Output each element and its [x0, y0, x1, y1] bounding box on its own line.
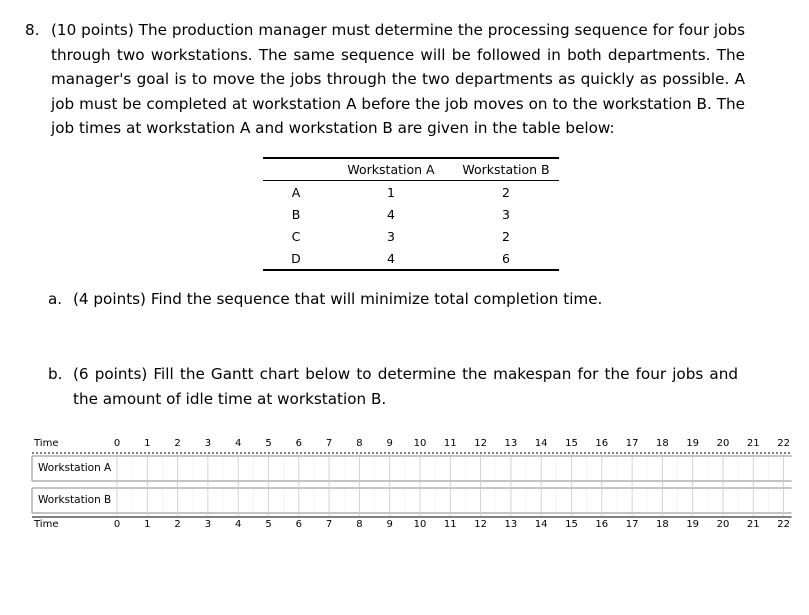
time-tick: 16: [595, 438, 609, 449]
time-tick: 10: [413, 438, 427, 449]
time-label-bottom: Time: [34, 519, 59, 530]
time-tick: 18: [656, 438, 669, 449]
time-tick: 7: [325, 438, 333, 449]
job-name: D: [263, 247, 329, 270]
time-tick: 4: [235, 438, 242, 449]
time-tick: 21: [746, 519, 760, 530]
time-tick: 17: [625, 519, 639, 530]
time-tick: 18: [656, 519, 669, 530]
gantt-lines: [32, 453, 792, 517]
time-tick: 2: [174, 438, 181, 449]
time-tick: 13: [504, 438, 518, 449]
question-number: 8.: [25, 21, 40, 39]
time-a: 1: [387, 184, 395, 200]
gantt-row-label-a: Workstation A: [38, 462, 112, 474]
time-a: 4: [329, 247, 453, 270]
time-tick: 7: [325, 519, 333, 530]
time-label-top: Time: [34, 438, 59, 449]
time-b: 3: [502, 206, 510, 222]
part-b-label: b.: [48, 365, 63, 383]
time-tick: 6: [295, 438, 302, 449]
time-tick: 21: [746, 438, 760, 449]
time-tick: 11: [443, 438, 457, 449]
time-tick: 0: [113, 438, 121, 449]
time-a: 3: [387, 228, 395, 244]
time-tick: 5: [265, 519, 272, 530]
time-tick: 19: [686, 519, 700, 530]
time-tick: 13: [504, 519, 518, 530]
time-tick: 9: [386, 519, 393, 530]
time-tick: 12: [474, 519, 487, 530]
time-tick: 3: [204, 519, 212, 530]
time-a: 4: [387, 206, 395, 222]
question-text: (10 points) The production manager must determine the processing sequence for four jobs through two workstations. The same sequence will be followed in both departments. The manager's goal is to move the jobs through the two departments as quickly as possible. A job must be completed at workstation A before the job moves on to the workstation B. The job times at workstation A and workstation B are given in the table below:: [51, 21, 745, 138]
time-tick: 20: [716, 519, 730, 530]
part-b-text: (6 points) Fill the Gantt chart below to determine the makespan for the four jobs and the amount of idle time at workstation B.: [73, 365, 738, 408]
time-b: 2: [502, 184, 510, 200]
time-tick: 4: [235, 519, 242, 530]
job-name: A: [291, 184, 301, 200]
time-tick: 14: [534, 519, 548, 530]
time-tick: 10: [413, 519, 427, 530]
time-tick: 8: [356, 519, 363, 530]
time-tick: 3: [204, 438, 212, 449]
time-tick: 11: [443, 519, 457, 530]
job-name: C: [291, 228, 301, 244]
part-a-text: (4 points) Find the sequence that will minimize total completion time.: [73, 290, 603, 308]
time-tick: 1: [144, 438, 151, 449]
time-tick: 2: [174, 519, 181, 530]
time-tick: 1: [144, 519, 151, 530]
time-tick: 5: [265, 438, 272, 449]
time-tick: 12: [474, 438, 487, 449]
time-tick: 0: [113, 519, 121, 530]
time-b: 2: [502, 228, 510, 244]
time-tick: 9: [386, 438, 393, 449]
job-name: B: [291, 206, 301, 222]
time-b: 6: [453, 247, 559, 270]
time-tick: 17: [625, 438, 639, 449]
header-workstation-b: Workstation B: [453, 158, 559, 181]
part-a-label: a.: [48, 290, 63, 308]
time-tick: 19: [686, 438, 700, 449]
time-tick: 20: [716, 438, 730, 449]
gantt-row-label-b: Workstation B: [38, 494, 112, 506]
time-tick: 22: [777, 519, 790, 530]
header-workstation-a: Workstation A: [329, 158, 453, 181]
time-tick: 16: [595, 519, 609, 530]
time-tick: 14: [534, 438, 548, 449]
time-tick: 15: [565, 438, 578, 449]
time-tick: 15: [565, 519, 578, 530]
time-tick: 8: [356, 438, 363, 449]
time-tick: 6: [295, 519, 302, 530]
time-tick: 22: [777, 438, 790, 449]
